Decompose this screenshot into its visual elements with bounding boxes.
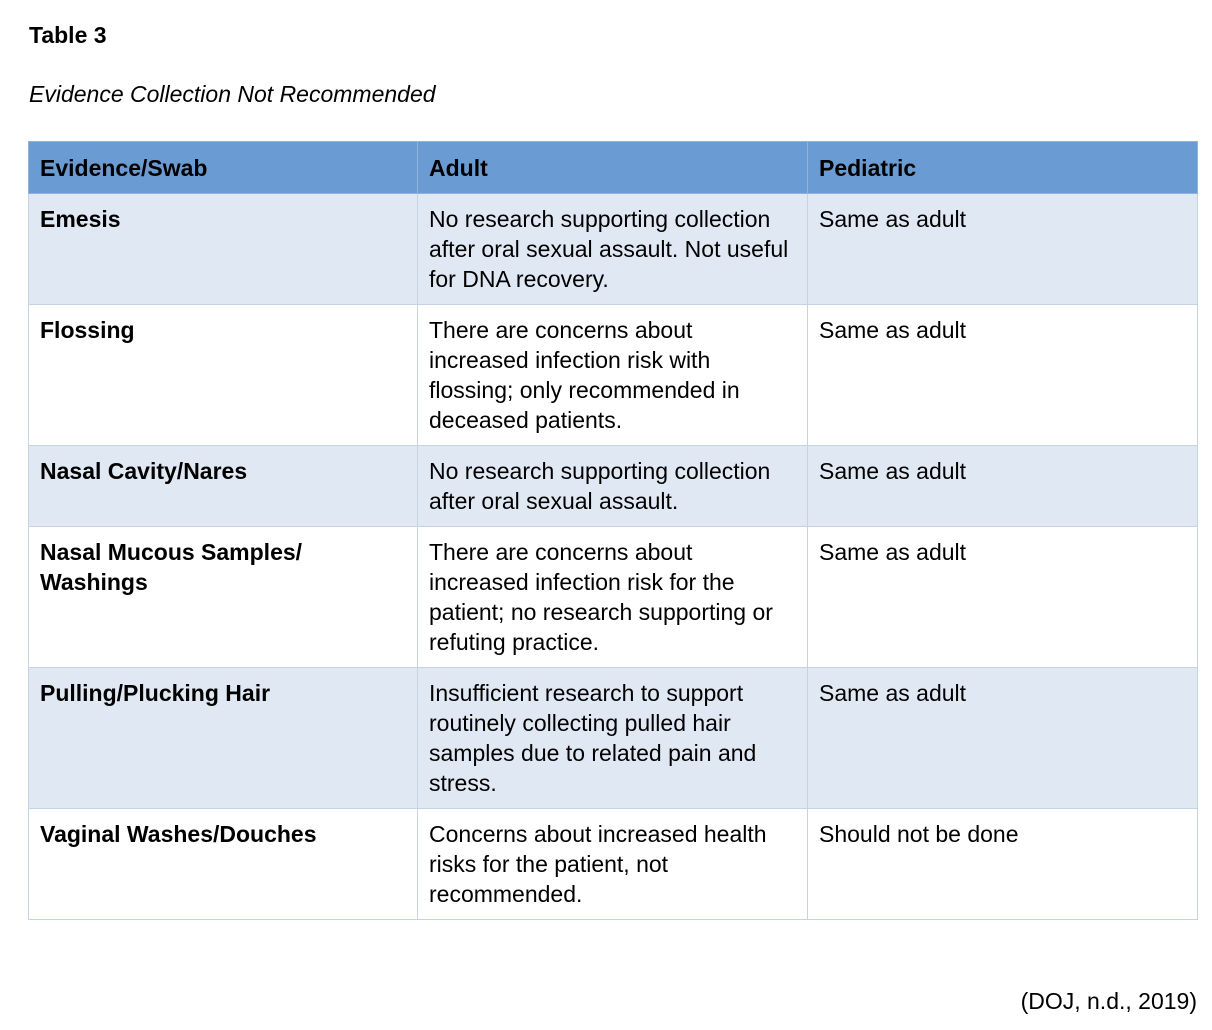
- pediatric-cell: Same as adult: [808, 305, 1198, 446]
- pediatric-cell: Same as adult: [808, 194, 1198, 305]
- column-header-evidence: Evidence/Swab: [29, 142, 418, 194]
- adult-cell: No research supporting collection after oral sexual assault. Not useful for DNA recovery.: [418, 194, 808, 305]
- adult-cell: Insufficient research to support routinely collecting pulled hair samples due to related pain and stress.: [418, 668, 808, 809]
- pediatric-cell: Same as adult: [808, 527, 1198, 668]
- evidence-cell: Pulling/Plucking Hair: [29, 668, 418, 809]
- table-row: [29, 446, 1198, 527]
- evidence-cell: Emesis: [29, 194, 418, 305]
- table-row: [29, 668, 1198, 809]
- evidence-cell: Nasal Mucous Samples/ Washings: [29, 527, 418, 668]
- evidence-table: [28, 141, 1198, 920]
- evidence-cell: Flossing: [29, 305, 418, 446]
- table-header-row: [29, 142, 1198, 194]
- table-row: [29, 809, 1198, 920]
- adult-cell: There are concerns about increased infection risk for the patient; no research supporting or refuting practice.: [418, 527, 808, 668]
- adult-cell: No research supporting collection after oral sexual assault.: [418, 446, 808, 527]
- table-row: [29, 305, 1198, 446]
- adult-cell: Concerns about increased health risks for the patient, not recommended.: [418, 809, 808, 920]
- table-row: [29, 194, 1198, 305]
- evidence-cell: Vaginal Washes/Douches: [29, 809, 418, 920]
- column-header-adult: Adult: [418, 142, 808, 194]
- table-row: [29, 527, 1198, 668]
- adult-cell: There are concerns about increased infection risk with flossing; only recommended in deceased patients.: [418, 305, 808, 446]
- citation: (DOJ, n.d., 2019): [1020, 988, 1197, 1014]
- table-caption: Evidence Collection Not Recommended: [29, 81, 436, 107]
- pediatric-cell: Same as adult: [808, 668, 1198, 809]
- column-header-pediatric: Pediatric: [808, 142, 1198, 194]
- pediatric-cell: Should not be done: [808, 809, 1198, 920]
- pediatric-cell: Same as adult: [808, 446, 1198, 527]
- evidence-cell: Nasal Cavity/Nares: [29, 446, 418, 527]
- table-label: Table 3: [29, 22, 107, 48]
